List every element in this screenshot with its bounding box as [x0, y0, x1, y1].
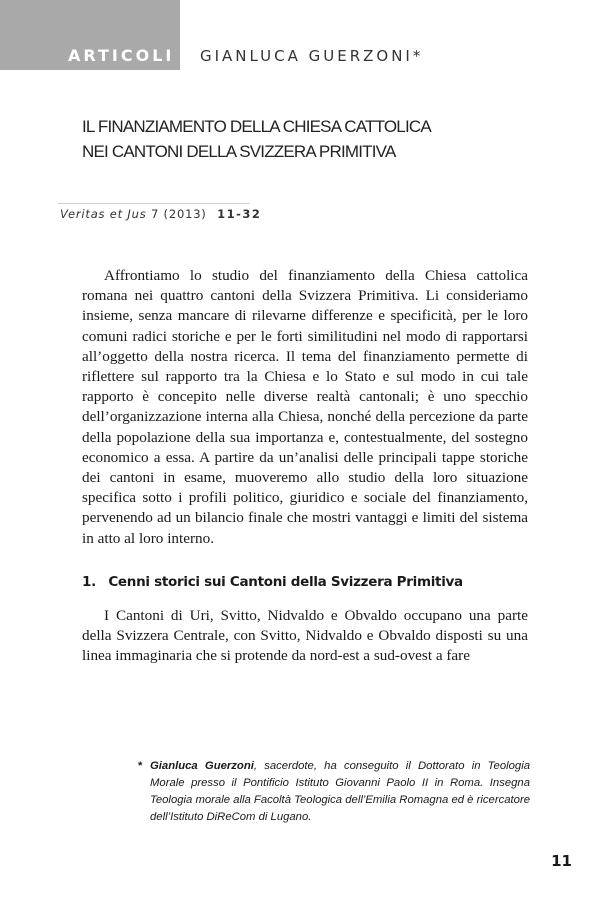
footnote-marker: *	[138, 760, 143, 772]
article-title-line-2: NEI CANTONI DELLA SVIZZERA PRIMITIVA	[82, 142, 396, 161]
journal-citation	[60, 207, 261, 221]
body-paragraph: I Cantoni di Uri, Svitto, Nidvaldo e Obvaldo occupano una parte della Svizzera Centrale, con Svitto, Nidvaldo e Obvaldo disposti su una linea immaginaria che si protende da nord-est a sud-ovest a fare	[82, 607, 528, 665]
section-heading	[82, 574, 528, 590]
page-number: 11	[551, 852, 572, 870]
footnote-body	[150, 758, 530, 826]
citation-divider	[58, 203, 250, 204]
section-label: ARTICOLI	[68, 46, 175, 65]
article-title	[82, 114, 542, 164]
section-heading-text: Cenni storici sui Cantoni della Svizzera Primitiva	[108, 574, 463, 590]
abstract-paragraph: Affrontiamo lo studio del finanziamento della Chiesa cattolica romana nei quattro cantoni della Svizzera Primitiva. Li consideriamo insieme, senza mancare di rilevarne differenze e specificità, per le loro comuni radici storiche e per le forti similitudini nel modo di rapportarsi all’oggetto della nostra ricerca. Il tema del finanziamento permette di riflettere sul rapporto tra la Chiesa e lo Stato e sul modo in cui tale rapporto è concepito nelle diverse realtà cantonali; è uno specchio dell’organizzazione interna alla Chiesa, nonché della percezione da parte della popolazione della sua importanza e, contestualmente, del sostegno economico a essa. A partire da un’analisi delle principali tappe storiche dei cantoni in esame, muoveremo allo studio della loro situazione specifica sotto i profili politico, giuridico e sociale del finanziamento, pervenendo ad un bilancio finale che mostri vantaggi e limiti del sistema in atto al loro interno.	[82, 267, 528, 547]
journal-volume-year: 7 (2013)	[150, 207, 207, 221]
footnote-text: , sacerdote, ha conseguito il Dottorato in Teologia Morale presso il Pontificio Istituto Giovanni Paolo II in Roma. Insegna Teologia morale alla Facoltà Teologica dell’Emilia Romagna ed è ricercatore dell’Istituto DiReCom di Lugano.	[150, 760, 530, 823]
footnote-author-name: Gianluca Guerzoni	[150, 760, 254, 772]
author-footnote	[138, 758, 530, 826]
section-number: 1.	[82, 574, 96, 590]
journal-name: Veritas et Jus	[60, 207, 147, 221]
article-title-line-1: IL FINANZIAMENTO DELLA CHIESA CATTOLICA	[82, 117, 431, 136]
page-range: 11-32	[217, 207, 262, 221]
author-name: GIANLUCA GUERZONI*	[200, 47, 424, 65]
